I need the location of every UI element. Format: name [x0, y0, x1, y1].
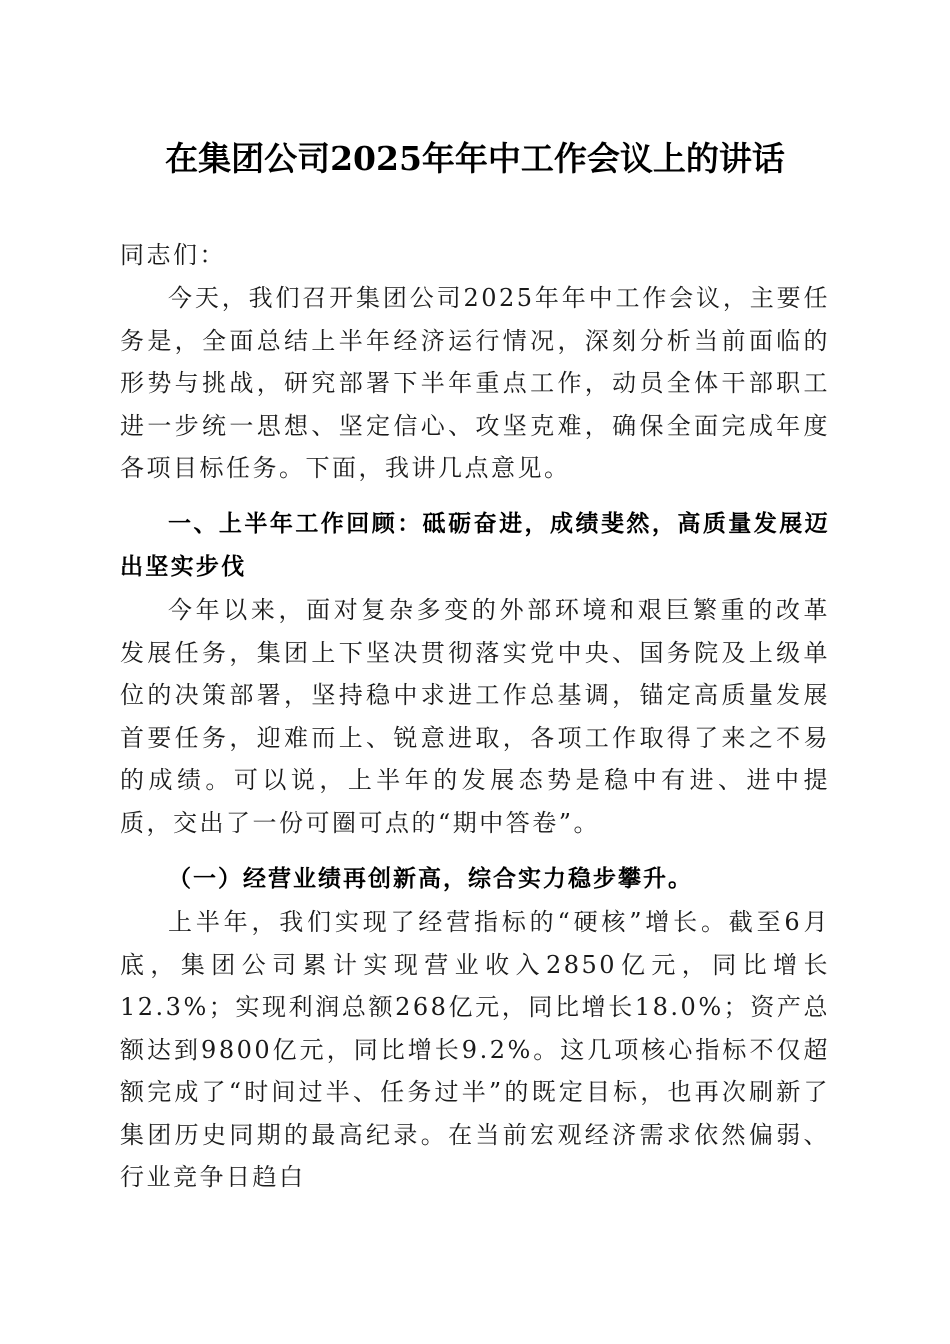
page-title: 在集团公司2025年年中工作会议上的讲话	[165, 139, 785, 178]
paragraph-review: 今年以来，面对复杂多变的外部环境和艰巨繁重的改革发展任务，集团上下坚决贯彻落实党中央、国务院及上级单位的决策部署，坚持稳中求进工作总基调，锚定高质量发展首要任务，迎难而上、锐意进取，各项工作取得了来之不易的成绩。可以说，上半年的发展态势是稳中有进、进中提质，交出了一份可圈可点的“期中答卷”。	[120, 596, 830, 837]
greeting-text: 同志们：	[120, 241, 226, 269]
paragraph-performance: 上半年，我们实现了经营指标的“硬核”增长。截至6月底，集团公司累计实现营业收入2850亿元，同比增长12.3%；实现利润总额268亿元，同比增长18.0%；资产总额达到9800亿元，同比增长9.2%。这几项核心指标不仅超额完成了“时间过半、任务过半”的既定目标，也再次刷新了集团历史同期的最高纪录。在当前宏观经济需求依然偏弱、行业竞争日趋白	[120, 908, 830, 1191]
paragraph-intro: 今天，我们召开集团公司2025年年中工作会议，主要任务是，全面总结上半年经济运行情况，深刻分析当前面临的形势与挑战，研究部署下半年重点工作，动员全体干部职工进一步统一思想、坚定信心、攻坚克难，确保全面完成年度各项目标任务。下面，我讲几点意见。	[120, 284, 830, 482]
section-heading-1: 一、上半年工作回顾：砥砺奋进，成绩斐然，高质量发展迈出坚实步伐	[120, 511, 830, 580]
subsection-heading-1: （一）经营业绩再创新高，综合实力稳步攀升。	[168, 865, 693, 892]
